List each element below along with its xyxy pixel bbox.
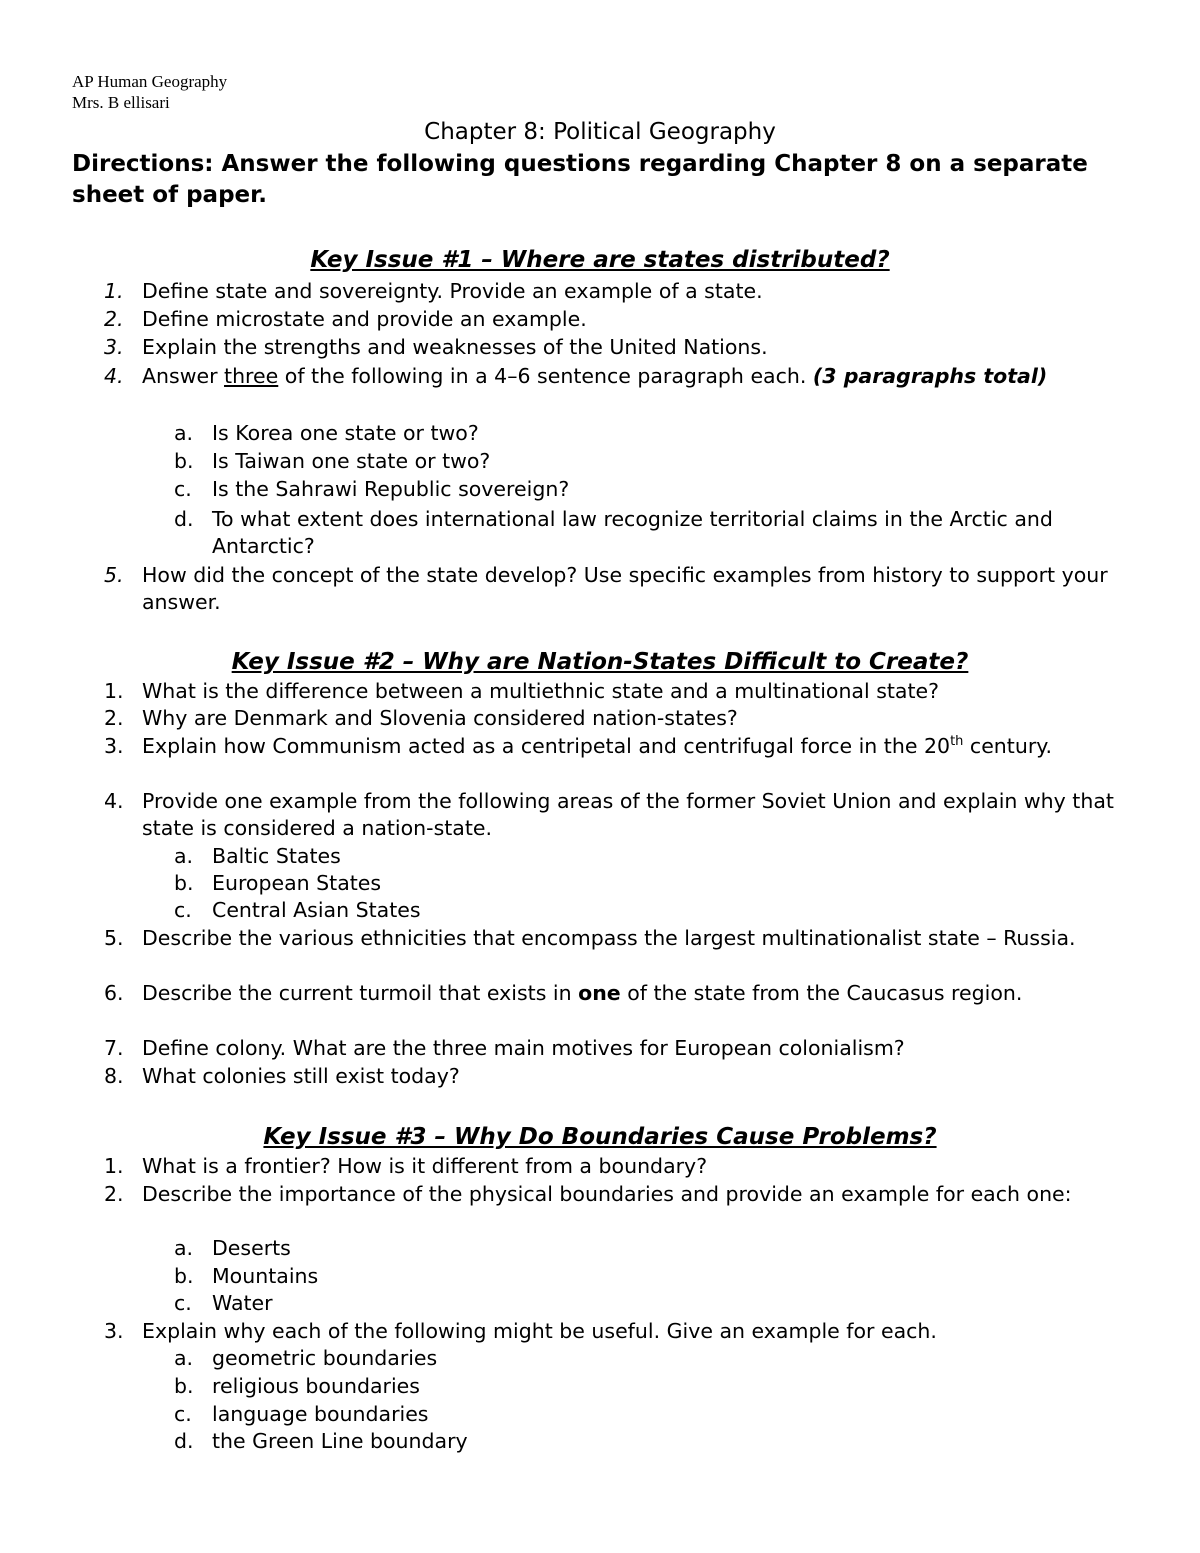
subquestion-text: Is Korea one state or two? [212, 421, 479, 445]
question-text: Define microstate and provide an example. [142, 307, 587, 331]
question-number: 4. [104, 364, 124, 388]
subquestion-letter: c. [174, 898, 192, 922]
subquestion-text: Water [212, 1291, 273, 1315]
bold-word: one [578, 981, 621, 1005]
issue3-question-2a [174, 1235, 1139, 1262]
subquestion-letter: c. [174, 1402, 192, 1426]
subquestion-letter: a. [174, 421, 194, 445]
issue2-question-3 [104, 733, 1139, 760]
issue2-question-7 [104, 1035, 1139, 1062]
question-text: Describe the various ethnicities that encompass the largest multinationalist state – Russia. [142, 926, 1076, 950]
issue2-question-5 [104, 925, 1139, 952]
question-text: Explain why each of the following might be useful. Give an example for each. [142, 1319, 937, 1343]
question-text [142, 363, 1139, 390]
question-text: How did the concept of the state develop? Use specific examples from history to support your answer. [142, 563, 1108, 614]
question-number: 4. [104, 789, 124, 813]
teacher-name: Mrs. B ellisari [72, 93, 170, 112]
issue3-question-1 [104, 1153, 1139, 1180]
issue1-question-1 [104, 278, 1139, 305]
question-number: 1. [104, 279, 124, 303]
question-number: 2. [104, 307, 124, 331]
issue1-question-3 [104, 334, 1139, 361]
question-text: What is the difference between a multiethnic state and a multinational state? [142, 679, 940, 703]
text-run: of the state from the Caucasus region. [620, 981, 1023, 1005]
issue3-question-3c [174, 1401, 1139, 1428]
subquestion-text: Is Taiwan one state or two? [212, 449, 491, 473]
issue3-question-2b [174, 1263, 1139, 1290]
issue2-question-4 [104, 788, 1139, 842]
issue1-title: Key Issue #1 – Where are states distributed? [310, 247, 890, 273]
question-number: 3. [104, 335, 124, 359]
issue1-question-4d [174, 506, 1139, 560]
issue2-question-1 [104, 678, 1139, 705]
question-number: 1. [104, 679, 124, 703]
issue3-title: Key Issue #3 – Why Do Boundaries Cause Problems? [263, 1124, 937, 1150]
question-number: 1. [104, 1154, 124, 1178]
underlined-word: three [224, 364, 279, 388]
question-text: What is a frontier? How is it different from a boundary? [142, 1154, 708, 1178]
text-run: Answer [142, 364, 225, 388]
issue3-question-3a [174, 1345, 1139, 1372]
subquestion-letter: b. [174, 871, 194, 895]
question-text: Define colony. What are the three main motives for European colonialism? [142, 1036, 905, 1060]
issue1-question-4 [104, 363, 1139, 390]
issue3-question-3d [174, 1428, 1139, 1455]
issue2-question-8 [104, 1063, 1139, 1090]
subquestion-text: geometric boundaries [212, 1346, 438, 1370]
subquestion-text: Central Asian States [212, 898, 421, 922]
subquestion-text: European States [212, 871, 382, 895]
text-run: Describe the current turmoil that exists in [142, 981, 579, 1005]
italic-note: (3 paragraphs total) [812, 364, 1048, 388]
question-text: Define state and sovereignty. Provide an example of a state. [142, 279, 763, 303]
question-number: 7. [104, 1036, 124, 1060]
question-text: Provide one example from the following areas of the former Soviet Union and explain why that state is considered a nation-state. [142, 789, 1114, 840]
question-number: 5. [104, 563, 124, 587]
text-run: of the following in a 4–6 sentence paragraph each. [278, 364, 813, 388]
subquestion-letter: a. [174, 1346, 194, 1370]
question-number: 8. [104, 1064, 124, 1088]
question-text: Why are Denmark and Slovenia considered nation-states? [142, 706, 738, 730]
issue1-question-4a [174, 420, 1139, 447]
issue1-question-5 [104, 562, 1139, 616]
subquestion-letter: b. [174, 1374, 194, 1398]
question-number: 2. [104, 706, 124, 730]
question-number: 3. [104, 734, 124, 758]
issue2-question-2 [104, 705, 1139, 732]
subquestion-text: To what extent does international law recognize territorial claims in the Arctic and Antarctic? [212, 507, 1053, 558]
subquestion-text: Is the Sahrawi Republic sovereign? [212, 477, 570, 501]
question-text [142, 980, 1139, 1007]
question-number: 2. [104, 1182, 124, 1206]
subquestion-text: Mountains [212, 1264, 319, 1288]
text-run: Explain how Communism acted as a centripetal and centrifugal force in the 20 [142, 734, 951, 758]
superscript: th [950, 734, 964, 750]
subquestion-letter: c. [174, 1291, 192, 1315]
course-name: AP Human Geography [72, 72, 228, 91]
issue1-question-2 [104, 306, 1139, 333]
subquestion-text: Deserts [212, 1236, 291, 1260]
subquestion-letter: b. [174, 1264, 194, 1288]
subquestion-letter: c. [174, 477, 192, 501]
subquestion-text: religious boundaries [212, 1374, 420, 1398]
question-number: 5. [104, 926, 124, 950]
question-number: 3. [104, 1319, 124, 1343]
subquestion-letter: b. [174, 449, 194, 473]
subquestion-text: the Green Line boundary [212, 1429, 468, 1453]
issue2-question-4c [174, 897, 1139, 924]
question-text: Describe the importance of the physical boundaries and provide an example for each one: [142, 1182, 1072, 1206]
subquestion-letter: a. [174, 1236, 194, 1260]
question-text: What colonies still exist today? [142, 1064, 460, 1088]
issue1-question-4c [174, 476, 1139, 503]
issue3-question-3b [174, 1373, 1139, 1400]
issue3-question-2 [104, 1181, 1139, 1208]
issue2-question-4a [174, 843, 1139, 870]
issue3-question-3 [104, 1318, 1139, 1345]
subquestion-text: Baltic States [212, 844, 341, 868]
subquestion-letter: d. [174, 1429, 194, 1453]
page-title: Chapter 8: Political Geography [424, 119, 776, 145]
issue2-question-6 [104, 980, 1139, 1007]
text-run: century. [963, 734, 1052, 758]
issue2-title: Key Issue #2 – Why are Nation-States Difficult to Create? [231, 649, 969, 675]
directions: Directions: Answer the following questions regarding Chapter 8 on a separate sheet of paper. [72, 151, 1088, 208]
subquestion-letter: a. [174, 844, 194, 868]
issue2-question-4b [174, 870, 1139, 897]
subquestion-letter: d. [174, 507, 194, 531]
question-text [142, 733, 1139, 760]
issue3-question-2c [174, 1290, 1139, 1317]
question-number: 6. [104, 981, 124, 1005]
question-text: Explain the strengths and weaknesses of the United Nations. [142, 335, 768, 359]
subquestion-text: language boundaries [212, 1402, 429, 1426]
issue1-question-4b [174, 448, 1139, 475]
